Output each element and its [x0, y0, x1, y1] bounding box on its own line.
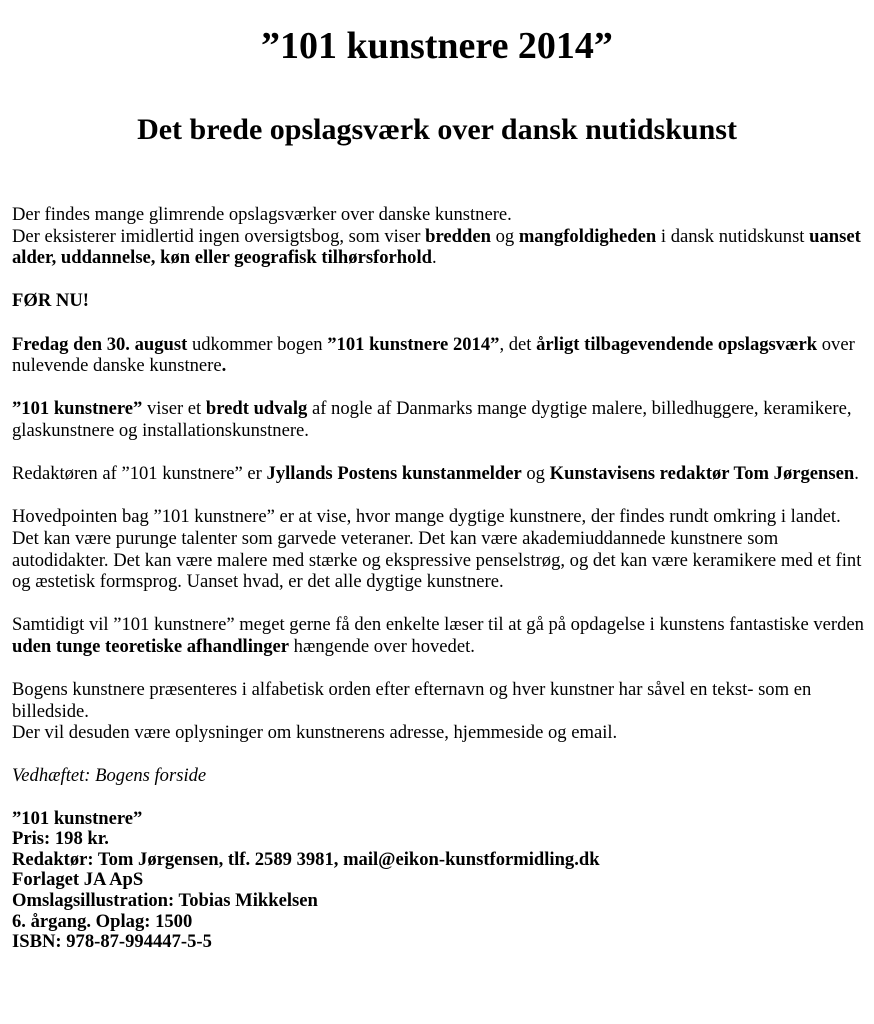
text-run: og: [521, 463, 550, 485]
bold-run: mangfoldigheden: [518, 225, 657, 247]
text-run: hængende over hovedet.: [289, 635, 475, 657]
bold-run: ”101 kunstnere”: [12, 398, 143, 420]
text-run: viser et: [142, 398, 206, 420]
book-editor-contact: Redaktør: Tom Jørgensen, tlf. 2589 3981, mail@eikon-kunstformidling.dk: [12, 848, 600, 870]
book-publisher: Forlaget JA ApS: [12, 869, 144, 891]
text-run: Bogens kunstnere præsenteres i alfabetisk orden efter efternavn og hver kunstner har såvel en tekst- som en billedside.: [12, 679, 812, 722]
paragraph-discovery: [12, 614, 868, 657]
paragraph-main-point: [12, 506, 868, 592]
text-run: i dansk nutidskunst: [656, 225, 810, 247]
italic-run: Vedhæftet: Bogens forside: [12, 765, 207, 787]
document-body: [12, 204, 868, 953]
book-isbn: ISBN: 978-87-994447-5-5: [12, 931, 212, 953]
text-run: , det: [499, 333, 537, 355]
bold-run: årligt tilbagevendende opslagsværk: [536, 333, 818, 355]
book-name: ”101 kunstnere”: [12, 807, 143, 829]
document-title: ”101 kunstnere 2014”: [261, 25, 613, 67]
bold-run: .: [221, 355, 227, 377]
paragraph-selection: [12, 398, 868, 441]
text-run: og: [490, 225, 519, 247]
bold-run: Fredag den 30. august: [12, 333, 188, 355]
book-price: Pris: 198 kr.: [12, 828, 109, 850]
text-run: Hovedpointen bag ”101 kunstnere” er at vise, hvor mange dygtige kunstnere, der findes rundt omkring i landet. Det kan være purunge talenter som garvede veteraner. Det kan være akademiuddannede kunstnere som autodidakter. Det kan være malere med stærke og ekspressive penselstrøg, og det kan være keramikere med et fint og æstetisk formsprog. Uanset hvad, er det alle dygtige kunstnere.: [12, 506, 862, 593]
paragraph-editor: [12, 463, 868, 485]
document-subtitle: Det brede opslagsværk over dansk nutidskunst: [137, 113, 737, 146]
text-run: Der eksisterer imidlertid ingen oversigtsbog, som viser: [12, 225, 426, 247]
paragraph-intro: [12, 204, 868, 269]
attachment-note: [12, 765, 868, 787]
book-edition: 6. årgang. Oplag: 1500: [12, 910, 193, 932]
bold-run: uden tunge teoretiske afhandlinger: [12, 635, 290, 657]
bold-run: bredt udvalg: [205, 398, 308, 420]
text-run: udkommer bogen: [187, 333, 328, 355]
bold-run: uanset alder, uddannelse, køn eller geografisk tilhørsforhold: [12, 225, 861, 269]
text-run: af nogle af Danmarks mange dygtige malere, billedhuggere, keramikere, glaskunstnere og installationskunstnere.: [12, 398, 852, 441]
book-info-block: [12, 809, 868, 953]
bold-run: bredden: [425, 225, 491, 247]
text-run: Der vil desuden være oplysninger om kunstnerens adresse, hjemmeside og email.: [12, 722, 618, 744]
bold-run: ”101 kunstnere 2014”: [327, 333, 500, 355]
bold-run: Kunstavisens redaktør Tom Jørgensen: [549, 463, 855, 485]
text-run: Redaktøren af ”101 kunstnere” er: [12, 463, 267, 485]
text-run: over nulevende danske kunstnere: [12, 333, 855, 377]
paragraph-headline: [12, 290, 868, 312]
text-run: Samtidigt vil ”101 kunstnere” meget gerne få den enkelte læser til at gå på opdagelse i kunstens fantastiske verden: [12, 614, 864, 636]
text-run: .: [431, 247, 437, 269]
bold-run: Jyllands Postens kunstanmelder: [266, 463, 522, 485]
paragraph-presentation: [12, 679, 868, 744]
book-cover-illustrator: Omslagsillustration: Tobias Mikkelsen: [12, 890, 318, 911]
text-run: .: [854, 463, 859, 485]
bold-run: FØR NU!: [12, 290, 89, 312]
intro-line: Der findes mange glimrende opslagsværker over danske kunstnere.: [12, 204, 512, 225]
paragraph-release: [12, 334, 868, 377]
